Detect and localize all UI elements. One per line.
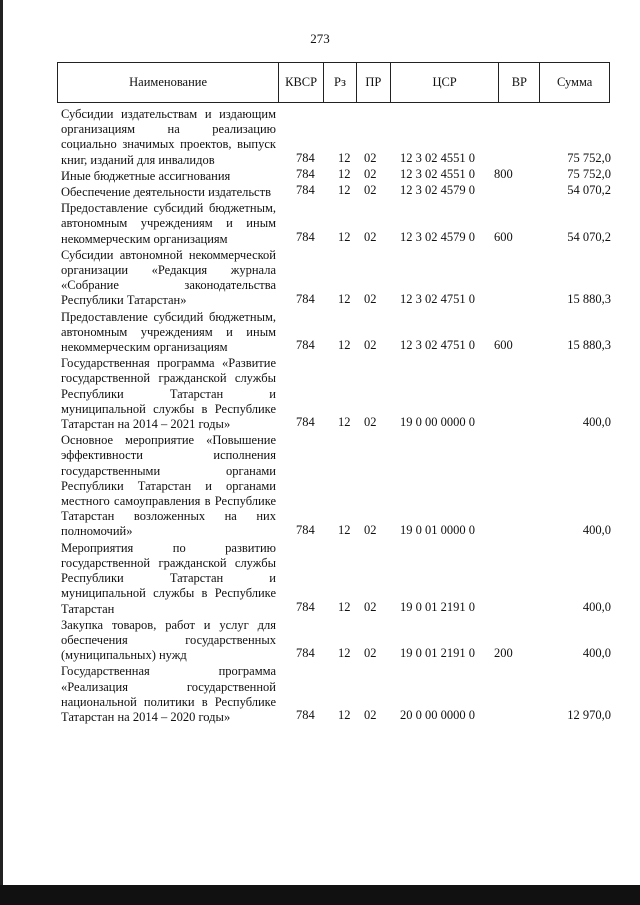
row-csr: 19 0 01 2191 0 [400, 599, 475, 614]
row-sum: 12 970,0 [567, 708, 611, 723]
row-name: Субсидии автономной некоммерческой организации «Редакция журнала «Собрание законодательства Республики Татарстан» [61, 247, 276, 308]
row-pr: 02 [364, 338, 377, 353]
header-csr: ЦСР [391, 63, 500, 102]
row-rz: 12 [338, 338, 351, 353]
table-body [61, 107, 614, 726]
row-kvsr: 784 [296, 150, 315, 165]
row-rz: 12 [338, 708, 351, 723]
row-csr: 19 0 00 0000 0 [400, 415, 475, 430]
row-csr: 12 3 02 4579 0 [400, 183, 475, 198]
table-header [57, 62, 610, 103]
row-sum: 400,0 [582, 599, 611, 614]
row-rz: 12 [338, 522, 351, 537]
row-kvsr: 784 [296, 183, 315, 198]
row-sum: 15 880,3 [567, 338, 611, 353]
row-sum: 75 752,0 [567, 150, 611, 165]
table-row [61, 201, 614, 247]
row-rz: 12 [338, 167, 351, 182]
row-csr: 12 3 02 4551 0 [400, 167, 475, 182]
row-name: Государственная программа «Реализация государственной национальной политики в Республике Татарстан на 2014 – 2020 годы» [61, 664, 276, 724]
row-name: Предоставление субсидий бюджетным, автономным учреждениям и иным некоммерческим организациям [61, 309, 276, 355]
row-sum: 400,0 [582, 646, 611, 661]
row-kvsr: 784 [296, 415, 315, 430]
row-name: Мероприятия по развитию государственной гражданской службы Республики Татарстан и муниципальной службы в Республике Татарстан [61, 540, 276, 616]
table-row [61, 541, 614, 617]
row-name: Основное мероприятие «Повышение эффективности исполнения государственными органами Республики Татарстан и органами местного самоуправления в Республике Татарстан возложенных на них полномочий» [61, 433, 276, 539]
row-pr: 02 [364, 599, 377, 614]
row-vr: 600 [494, 338, 513, 353]
row-vr: 600 [494, 229, 513, 244]
row-name: Закупка товаров, работ и услуг для обеспечения государственных (муниципальных) нужд [61, 617, 276, 663]
row-csr: 19 0 01 2191 0 [400, 646, 475, 661]
header-vr: ВР [499, 63, 540, 102]
header-sum: Сумма [556, 75, 593, 89]
row-pr: 02 [364, 415, 377, 430]
row-pr: 02 [364, 291, 377, 306]
row-csr: 12 3 02 4579 0 [400, 229, 475, 244]
table-row [61, 107, 614, 168]
row-pr: 02 [364, 708, 377, 723]
header-pr: ПР [357, 63, 391, 102]
row-rz: 12 [338, 599, 351, 614]
row-kvsr: 784 [296, 599, 315, 614]
row-kvsr: 784 [296, 646, 315, 661]
row-rz: 12 [338, 291, 351, 306]
row-pr: 02 [364, 183, 377, 198]
header-rz: Рз [324, 63, 357, 102]
header-name: Наименование [58, 63, 279, 102]
row-pr: 02 [364, 167, 377, 182]
row-name: Предоставление субсидий бюджетным, автономным учреждениям и иным некоммерческим организациям [61, 201, 276, 246]
table-row [61, 248, 614, 309]
row-sum: 54 070,2 [567, 183, 611, 198]
scan-edge [0, 0, 3, 905]
row-rz: 12 [338, 150, 351, 165]
row-csr: 20 0 00 0000 0 [400, 708, 475, 723]
row-csr: 12 3 02 4751 0 [400, 291, 475, 306]
row-sum: 75 752,0 [567, 167, 611, 182]
header-kvsr: КВСР [279, 63, 324, 102]
row-csr: 19 0 01 0000 0 [400, 522, 475, 537]
table-row [61, 618, 614, 664]
row-kvsr: 784 [296, 522, 315, 537]
table-row [61, 664, 614, 725]
row-pr: 02 [364, 522, 377, 537]
row-rz: 12 [338, 646, 351, 661]
row-kvsr: 784 [296, 338, 315, 353]
row-kvsr: 784 [296, 167, 315, 182]
row-kvsr: 784 [296, 708, 315, 723]
row-rz: 12 [338, 415, 351, 430]
row-csr: 12 3 02 4751 0 [400, 338, 475, 353]
row-sum: 400,0 [582, 415, 611, 430]
row-rz: 12 [338, 183, 351, 198]
row-vr: 200 [494, 646, 513, 661]
row-kvsr: 784 [296, 229, 315, 244]
row-rz: 12 [338, 229, 351, 244]
row-name: Субсидии издательствам и издающим организациям на реализацию социально значимых проектов, выпуск книг, изданий для инвалидов [61, 107, 276, 167]
row-sum: 400,0 [582, 522, 611, 537]
table-row [61, 356, 614, 432]
row-sum: 15 880,3 [567, 291, 611, 306]
table-row [61, 169, 614, 184]
row-pr: 02 [364, 229, 377, 244]
row-pr: 02 [364, 646, 377, 661]
row-name: Обеспечение деятельности издательств [61, 185, 271, 200]
table-row [61, 310, 614, 356]
scan-bottom-border [0, 885, 640, 905]
row-vr: 800 [494, 167, 513, 182]
row-name: Государственная программа «Развитие государственной гражданской службы Республики Татарстан и муниципальной службы в Республике Татарстан на 2014 – 2021 годы» [61, 356, 276, 432]
table-row [61, 185, 614, 200]
row-pr: 02 [364, 150, 377, 165]
page-number: 273 [310, 31, 330, 46]
table-row [61, 433, 614, 539]
row-name: Иные бюджетные ассигнования [61, 168, 231, 183]
row-csr: 12 3 02 4551 0 [400, 150, 475, 165]
row-sum: 54 070,2 [567, 229, 611, 244]
row-kvsr: 784 [296, 291, 315, 306]
